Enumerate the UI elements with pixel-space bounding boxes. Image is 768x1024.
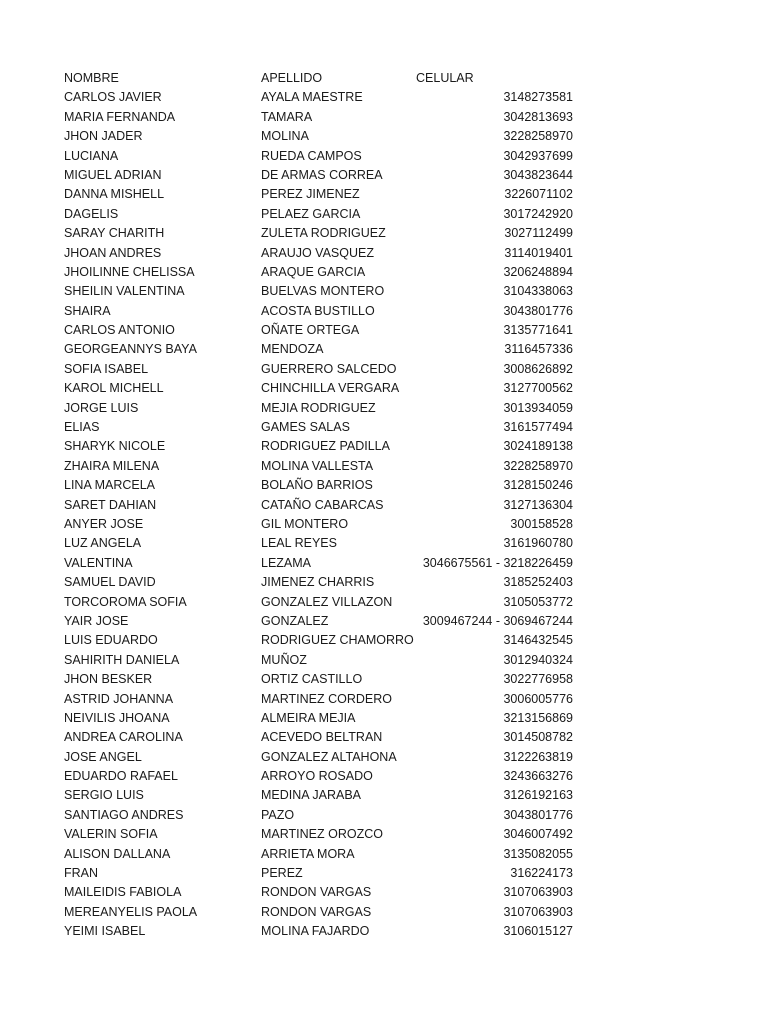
table-row [64,147,584,166]
cell-celular: 3127136304 [503,497,573,512]
cell-celular: 3043801776 [503,807,573,822]
cell-celular: 3135082055 [503,846,573,861]
cell-celular: 3185252403 [503,575,573,590]
cell-nombre: JORGE LUIS [64,400,139,415]
cell-celular: 316224173 [510,866,573,881]
cell-celular: 3106015127 [503,924,573,939]
cell-apellido: ALMEIRA MEJIA [261,710,356,725]
table-row [64,554,584,573]
cell-celular: 3017242920 [503,206,573,221]
table-row [64,631,584,650]
table-row [64,457,584,476]
cell-celular: 3014508782 [503,730,573,745]
cell-nombre: YEIMI ISABEL [64,924,146,939]
cell-nombre: MEREANYELIS PAOLA [64,904,198,919]
cell-nombre: VALENTINA [64,555,133,570]
cell-nombre: ZHAIRA MILENA [64,458,160,473]
cell-nombre: GEORGEANNYS BAYA [64,342,197,357]
cell-apellido: BOLAÑO BARRIOS [261,478,373,493]
cell-apellido: BUELVAS MONTERO [261,284,385,299]
table-row [64,651,584,670]
cell-nombre: LUIS EDUARDO [64,633,158,648]
cell-nombre: ALISON DALLANA [64,846,171,861]
table-row [64,360,584,379]
cell-nombre: DAGELIS [64,206,119,221]
cell-apellido: ARAUJO VASQUEZ [261,245,374,260]
cell-celular: 3046007492 [503,827,573,842]
table-row [64,806,584,825]
cell-celular: 3012940324 [503,652,573,667]
table-row [64,690,584,709]
cell-apellido: MARTINEZ OROZCO [261,827,383,842]
cell-apellido: GONZALEZ [261,613,329,628]
cell-celular: 3009467244 - 3069467244 [422,613,573,628]
cell-celular: 3161577494 [503,420,573,435]
cell-celular: 3107063903 [503,904,573,919]
cell-nombre: DANNA MISHELL [64,187,165,202]
cell-apellido: MUÑOZ [261,652,307,667]
cell-apellido: GONZALEZ ALTAHONA [261,749,397,764]
cell-apellido: RONDON VARGAS [261,885,372,900]
cell-nombre: KAROL MICHELL [64,381,164,396]
cell-celular: 3243663276 [503,769,573,784]
cell-celular: 3146432545 [503,633,573,648]
cell-celular: 3126192163 [503,788,573,803]
cell-nombre: MAILEIDIS FABIOLA [64,885,182,900]
cell-apellido: MENDOZA [261,342,324,357]
cell-apellido: ARAQUE GARCIA [261,264,366,279]
cell-apellido: ORTIZ CASTILLO [261,672,363,687]
cell-nombre: ASTRID JOHANNA [64,691,174,706]
cell-nombre: LINA MARCELA [64,478,156,493]
table-row [64,108,584,127]
cell-nombre: NEIVILIS JHOANA [64,710,170,725]
cell-nombre: FRAN [64,866,99,881]
cell-nombre: SERGIO LUIS [64,788,144,803]
table-body [64,88,584,941]
cell-apellido: LEAL REYES [261,536,337,551]
cell-apellido: ACOSTA BUSTILLO [261,303,375,318]
cell-nombre: YAIR JOSE [64,613,129,628]
cell-nombre: VALERIN SOFIA [64,827,158,842]
cell-celular: 3105053772 [503,594,573,609]
table-row [64,883,584,902]
cell-apellido: MOLINA VALLESTA [261,458,374,473]
cell-apellido: ARROYO ROSADO [261,769,373,784]
table-row [64,476,584,495]
cell-apellido: ARRIETA MORA [261,846,355,861]
cell-nombre: SHAIRA [64,303,111,318]
cell-celular: 3127700562 [503,381,573,396]
table-row [64,728,584,747]
cell-nombre: LUCIANA [64,148,119,163]
table-row [64,205,584,224]
cell-nombre: ANDREA CAROLINA [64,730,183,745]
cell-nombre: CARLOS JAVIER [64,90,162,105]
cell-apellido: MEJIA RODRIGUEZ [261,400,376,415]
table-row [64,845,584,864]
cell-apellido: GIL MONTERO [261,516,349,531]
cell-celular: 3148273581 [503,90,573,105]
cell-nombre: JHON JADER [64,129,143,144]
cell-nombre: JHOILINNE CHELISSA [64,264,195,279]
table-row [64,496,584,515]
cell-apellido: RODRIGUEZ PADILLA [261,439,390,454]
cell-apellido: MARTINEZ CORDERO [261,691,393,706]
cell-apellido: JIMENEZ CHARRIS [261,575,375,590]
table-row [64,515,584,534]
cell-celular: 300158528 [510,516,573,531]
table-row [64,670,584,689]
cell-nombre: JHON BESKER [64,672,153,687]
table-row [64,399,584,418]
cell-apellido: CATAÑO CABARCAS [261,497,384,512]
cell-apellido: PAZO [261,807,295,822]
cell-apellido: AYALA MAESTRE [261,90,363,105]
table-row [64,593,584,612]
cell-apellido: MOLINA FAJARDO [261,924,370,939]
table-row [64,864,584,883]
table-row [64,88,584,107]
cell-celular: 3008626892 [503,361,573,376]
header-apellido: APELLIDO [261,71,323,85]
table-row [64,282,584,301]
cell-celular: 3046675561 - 3218226459 [422,555,573,570]
table-row [64,922,584,941]
cell-nombre: SARAY CHARITH [64,226,165,241]
table-row [64,767,584,786]
table-row [64,244,584,263]
cell-apellido: OÑATE ORTEGA [261,323,360,338]
cell-nombre: ANYER JOSE [64,516,144,531]
header-nombre: NOMBRE [64,71,119,85]
cell-celular: 3228258970 [503,458,573,473]
cell-nombre: SAMUEL DAVID [64,575,156,590]
cell-celular: 3161960780 [503,536,573,551]
cell-apellido: ACEVEDO BELTRAN [261,730,383,745]
header-celular: CELULAR [416,71,474,85]
cell-apellido: RUEDA CAMPOS [261,148,362,163]
cell-apellido: TAMARA [261,109,313,124]
cell-nombre: SAHIRITH DANIELA [64,652,180,667]
cell-celular: 3122263819 [503,749,573,764]
cell-nombre: SOFIA ISABEL [64,361,149,376]
table-header [64,69,584,88]
table-row [64,573,584,592]
cell-celular: 3027112499 [504,226,573,241]
cell-celular: 3128150246 [503,478,573,493]
table-row [64,127,584,146]
cell-nombre: MARIA FERNANDA [64,109,176,124]
cell-celular: 3013934059 [503,400,573,415]
cell-apellido: PEREZ [261,866,303,881]
cell-celular: 3116457336 [504,342,573,357]
cell-celular: 3135771641 [503,323,573,338]
cell-celular: 3043823644 [503,167,573,182]
table-row [64,302,584,321]
cell-celular: 3022776958 [503,672,573,687]
table-row [64,825,584,844]
cell-apellido: MEDINA JARABA [261,788,362,803]
cell-apellido: CHINCHILLA VERGARA [261,381,400,396]
cell-celular: 3043801776 [503,303,573,318]
table-row [64,786,584,805]
cell-celular: 3042937699 [503,148,573,163]
cell-celular: 3213156869 [503,710,573,725]
cell-nombre: SANTIAGO ANDRES [64,807,184,822]
cell-apellido: GAMES SALAS [261,420,350,435]
cell-nombre: CARLOS ANTONIO [64,323,175,338]
cell-nombre: TORCOROMA SOFIA [64,594,187,609]
contact-table [64,69,584,942]
table-row [64,437,584,456]
cell-celular: 3006005776 [503,691,573,706]
table-row [64,185,584,204]
table-row [64,534,584,553]
cell-apellido: PEREZ JIMENEZ [261,187,360,202]
cell-celular: 3206248894 [503,264,573,279]
cell-apellido: GONZALEZ VILLAZON [261,594,393,609]
cell-celular: 3228258970 [503,129,573,144]
table-row [64,263,584,282]
table-row [64,709,584,728]
cell-apellido: DE ARMAS CORREA [261,167,383,182]
cell-nombre: JHOAN ANDRES [64,245,162,260]
cell-apellido: GUERRERO SALCEDO [261,361,397,376]
table-row [64,903,584,922]
table-row [64,166,584,185]
cell-celular: 3024189138 [503,439,573,454]
table-row [64,340,584,359]
table-row [64,612,584,631]
cell-nombre: ELIAS [64,420,100,435]
cell-apellido: RODRIGUEZ CHAMORRO [261,633,414,648]
cell-nombre: SHEILIN VALENTINA [64,284,185,299]
table-row [64,379,584,398]
cell-apellido: LEZAMA [261,555,312,570]
cell-apellido: PELAEZ GARCIA [261,206,361,221]
cell-nombre: SARET DAHIAN [64,497,157,512]
table-row [64,418,584,437]
cell-nombre: JOSE ANGEL [64,749,142,764]
cell-nombre: MIGUEL ADRIAN [64,167,162,182]
cell-celular: 3107063903 [503,885,573,900]
cell-celular: 3042813693 [503,109,573,124]
cell-apellido: ZULETA RODRIGUEZ [261,226,386,241]
cell-nombre: EDUARDO RAFAEL [64,769,178,784]
table-row [64,224,584,243]
cell-nombre: SHARYK NICOLE [64,439,166,454]
cell-apellido: RONDON VARGAS [261,904,372,919]
cell-apellido: MOLINA [261,129,309,144]
cell-celular: 3114019401 [504,245,573,260]
table-row [64,748,584,767]
cell-celular: 3104338063 [503,284,573,299]
cell-celular: 3226071102 [504,187,573,202]
cell-nombre: LUZ ANGELA [64,536,142,551]
table-row [64,321,584,340]
